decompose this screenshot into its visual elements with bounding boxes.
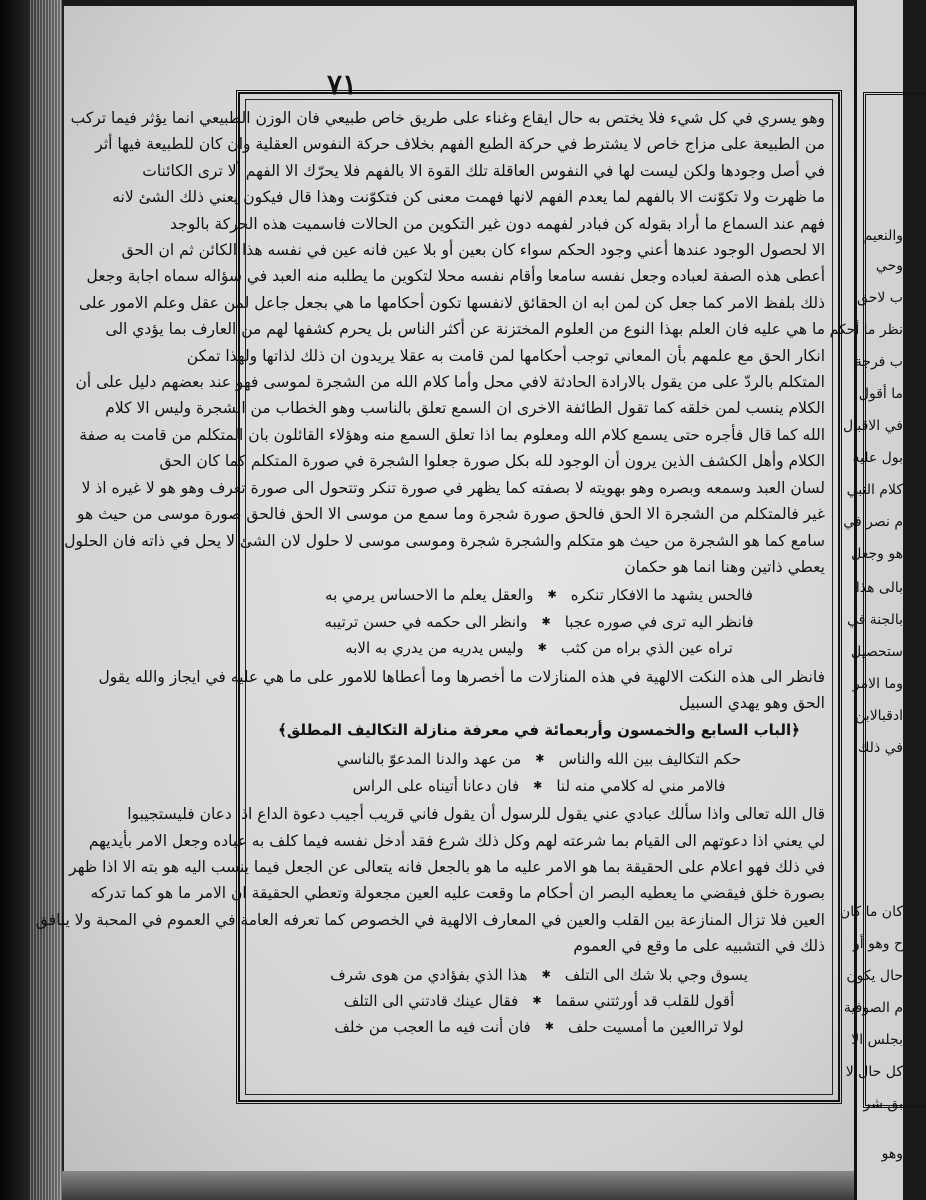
text-line: الكلام وأهل الكشف الذين يرون أن الوجود لله بكل صورة جعلوا الشجرة في صورة المتكلم كما كان الحق — [159, 452, 825, 471]
verse-hemistich: حكم التكاليف بين الله والناس — [558, 750, 742, 769]
verse-block — [253, 582, 825, 661]
adjacent-text-fragment: ب فرجة — [854, 354, 903, 370]
text-line: الله كما قال فأجره حتى يسمع كلام الله ومعلوم بما اذا تعلق السمع منه وهؤلاء القائلون بان المتكلم من قامت به صفة — [79, 425, 825, 444]
verse-line — [253, 582, 825, 608]
verse-line — [253, 988, 825, 1014]
chapter-title: ﴿الباب السابع والخمسون وأربعمائة في معرفة منازلة التكاليف المطلق﴾ — [278, 721, 800, 740]
star-separator-icon: ✱ — [535, 752, 545, 766]
star-separator-icon: ✱ — [533, 778, 543, 792]
text-line: فانظر الى هذه النكت الالهية في هذه المنازلات ما أخصرها وما أعطاها للامور على ما هي عليه في ايجاز والله يقول — [98, 667, 825, 686]
adjacent-text-fragment: كل حال لا — [845, 1064, 903, 1080]
text-line: ذلك بلفظ الامر كما جعل كن لمن ابه ان الحقائق لانفسها تكون أحكامها ما هي بجعل جاعل لمن عقل وعلم الامور على — [78, 293, 825, 312]
verse-block — [253, 746, 825, 799]
star-separator-icon: ✱ — [544, 1020, 554, 1034]
verse-hemistich: هذا الذي بفؤادي من هوى شرف — [330, 965, 528, 984]
verse-hemistich: فالحس يشهد ما الافكار تنكره — [570, 586, 753, 605]
star-separator-icon: ✱ — [537, 641, 547, 655]
verse-hemistich: لولا تراالعين ما أمسيت حلف — [567, 1018, 744, 1037]
text-line: ذلك في التشبيه على ما وقع في العموم — [573, 937, 825, 956]
text-line: انكار الحق مع علمهم بأن المعاني توجب أحكامها لمن قامت به عقلا يريدون ان ذلك لذاتها ولهذا تمكن — [186, 346, 825, 365]
text-line: قال الله تعالى واذا سألك عبادي عني يقول للرسول أن يقول فاني قريب أجيب دعوة الداع اذا دعان فليستجيبوا — [127, 805, 825, 824]
verse-hemistich: فقال عينك قادتني الى التلف — [343, 992, 519, 1010]
text-line: يعطي ذاتين وهنا انما هو حكمان — [624, 557, 825, 576]
page-number: ٧١ — [326, 68, 358, 101]
text-line: العين فلا تزال المنازعة بين القلب والعين في المعارف الالهية في الخصوص كما تعرفه العامة في العموم في المحبة ولا ينافق — [35, 910, 825, 929]
adjacent-text-fragment: ما أقول — [858, 386, 903, 402]
verse-line — [253, 746, 825, 772]
adjacent-page-frame — [863, 92, 926, 1108]
verse-hemistich: من عهد والدنا المدعوّ بالناسي — [336, 750, 522, 769]
adjacent-text-fragment: بجلس الا — [851, 1032, 903, 1048]
adjacent-page — [829, 0, 903, 1200]
text-line: بصورة خلق فيقضي ما يعطيه البصر ان أحكام ما وقعت عليه العين مجعولة وتعطي الحقيقة ان الامر ما هو كما تدركه — [90, 884, 825, 903]
verse-line — [253, 773, 825, 799]
verse-hemistich: فان أنت فيه ما العجب من خلف — [334, 1018, 531, 1037]
text-line: الا لحصول الوجود عندها أعني وجود الحكم سواء كان بعين أو بلا عين فانه عين في نفسه هذا الكائن ثم ان الحق — [121, 241, 825, 260]
text-line: في ذلك فهو اعلام على الحقيقة بما هو الامر عليه ما هو بالجعل فانه يتعالى عن الجعل فيما ينسب اليه هو بته الا اذا ظهر — [69, 857, 825, 876]
adjacent-text-fragment: ب لاحق — [857, 290, 903, 306]
adjacent-text-fragment: م نصر في — [843, 514, 903, 530]
adjacent-text-fragment: هو وجعل — [851, 546, 903, 562]
text-line: سامع كما هو الشجرة من حيث هو متكلم والشجرة شجرة وموسى موسى لا حلول لان الشئ لا يحل في ذاته فان الحلول — [64, 531, 825, 550]
text-line: في أصل وجودها ولكن ليست لها في النفوس العاقلة تلك القوة الا بالفهم فلا يحرّك الا الفهم ألا ترى الكائنات — [142, 161, 825, 180]
verse-hemistich: فالامر مني له كلامي منه لنا — [556, 776, 726, 795]
verse-line — [253, 635, 825, 661]
text-line: من الطبيعة على مزاج خاص لا يشترط في حركة الطبع الفهم بخلاف حركة النفوس العقلية وان كان للطبيعة فيها أثر — [95, 135, 825, 154]
verse-hemistich: فانظر اليه ترى في صوره عجبا — [564, 612, 754, 631]
adjacent-text-fragment: ادقبالابن — [855, 708, 903, 724]
verse-hemistich: والعقل يعلم ما الاحساس يرمي به — [325, 586, 534, 605]
adjacent-text-fragment: وحي — [875, 258, 903, 274]
adjacent-text-fragment: بالى هذا — [855, 580, 903, 596]
text-line: لسان العبد وسمعه وبصره وهو بهويته لا بصفته كما يظهر في صورة تنكر وتتحول الى صورة تعرف وهو هو لا غيره اذ لا — [81, 478, 825, 497]
body-text — [35, 105, 825, 1043]
adjacent-text-fragment: بالجنة في — [846, 612, 903, 628]
text-frame — [35, 90, 842, 1104]
verse-hemistich: أقول للقلب قد أورثتني سقما — [555, 992, 735, 1010]
verse-hemistich: وليس يدريه من يدري به الابه — [345, 639, 524, 658]
verse-hemistich: فان دعانا أتيناه على الراس — [352, 776, 520, 795]
text-line: المتكلم بالردّ على من يقول بالارادة الحادثة لافي محل وأما كلام الله من الشجرة لموسى فهو عند بعضهم دليل على أن — [75, 373, 825, 392]
text-line: أعطى هذه الصفة لعباده وجعل نفسه سامعا وأقام نفسه محلا لتكوين ما يطلبه منه العبد في سؤاله سماه اجابة وجعل — [86, 267, 825, 286]
adjacent-text-fragment: والنعيم — [863, 228, 903, 244]
adjacent-text-fragment: حال يكون — [846, 968, 903, 984]
text-line: وهو يسري في كل شيء فلا يختص به حال ايقاع وغناء على طريق خاص طبيعي فان الوزن الطبيعي انما يؤثر فيما تركب — [70, 109, 825, 127]
text-line: ما هي عليه فان العلم بهذا النوع من العلوم المختزنة عن أكثر الناس بل يحرم كشفها لهم من العارف بما يؤدي الى — [105, 320, 825, 339]
text-line: الحق وهو يهدي السبيل — [678, 693, 825, 712]
adjacent-text-fragment: في الاقبال — [842, 418, 903, 434]
page-bottom-edge — [62, 1171, 854, 1200]
adjacent-text-fragment: ستحصيل — [851, 644, 903, 660]
star-separator-icon: ✱ — [532, 994, 542, 1007]
adjacent-text-fragment: بق شر — [863, 1096, 903, 1112]
verse-hemistich: تراه عين الذي براه من كثب — [560, 639, 733, 658]
star-separator-icon: ✱ — [541, 614, 551, 628]
text-line: الكلام ينسب لمن خلقه كما تقول الطائفة الاخرى ان السمع تعلق بالناسب وهو الخطاب من الشجرة وليس الا كلام — [105, 399, 825, 418]
adjacent-text-fragment: م الصوفية — [843, 1000, 903, 1016]
star-separator-icon: ✱ — [541, 967, 551, 981]
adjacent-text-fragment: كلام النبي — [846, 482, 903, 498]
verse-hemistich: وانظر الى حكمه في حسن ترتيبه — [324, 612, 528, 631]
adjacent-text-fragment: كان ما كان — [839, 904, 903, 920]
verse-hemistich: يسوق وجي بلا شك الى التلف — [564, 965, 748, 984]
adjacent-text-fragment: وما الامر — [852, 676, 903, 692]
text-line: فهم عند السماع ما أراد بقوله كن فبادر لفهمه دون غير التكوين من الحالات فاسميت هذه الحركة بالوجد — [169, 214, 825, 233]
text-line: ما ظهرت ولا تكوّنت الا بالفهم لما يعدم الفهم لانها فهمت معنى كن فتكوّنت وهذا قال فيكون يعني ذلك الشئ لانه — [112, 188, 825, 207]
text-line: لي يعني اذا دعوتهم الى القيام بما شرعته لهم وكل ذلك شرع فقد أدخل نفسه فيما كلف به عباده وجعل الامر بأيديهم — [88, 831, 825, 850]
verse-block — [253, 962, 825, 1041]
adjacent-text-fragment: في ذلك — [857, 740, 903, 756]
text-line: غير فالمتكلم من الشجرة الا الحق فالحق صورة شجرة وما سمع من موسى الا الحق فالحق صورة موسى من حيث هو — [76, 505, 825, 524]
star-separator-icon: ✱ — [547, 588, 557, 602]
verse-line — [253, 1014, 825, 1040]
adjacent-text-fragment: نظر ما أحكم — [829, 322, 903, 338]
adjacent-text-fragment: بول عليه — [852, 450, 903, 466]
verse-line — [253, 962, 825, 988]
page-edges — [30, 0, 62, 1200]
book-page — [35, 6, 856, 1171]
verse-line — [253, 609, 825, 635]
adjacent-text-fragment: وهو — [881, 1146, 903, 1162]
adjacent-text-fragment: ح وهو أو — [853, 936, 903, 952]
